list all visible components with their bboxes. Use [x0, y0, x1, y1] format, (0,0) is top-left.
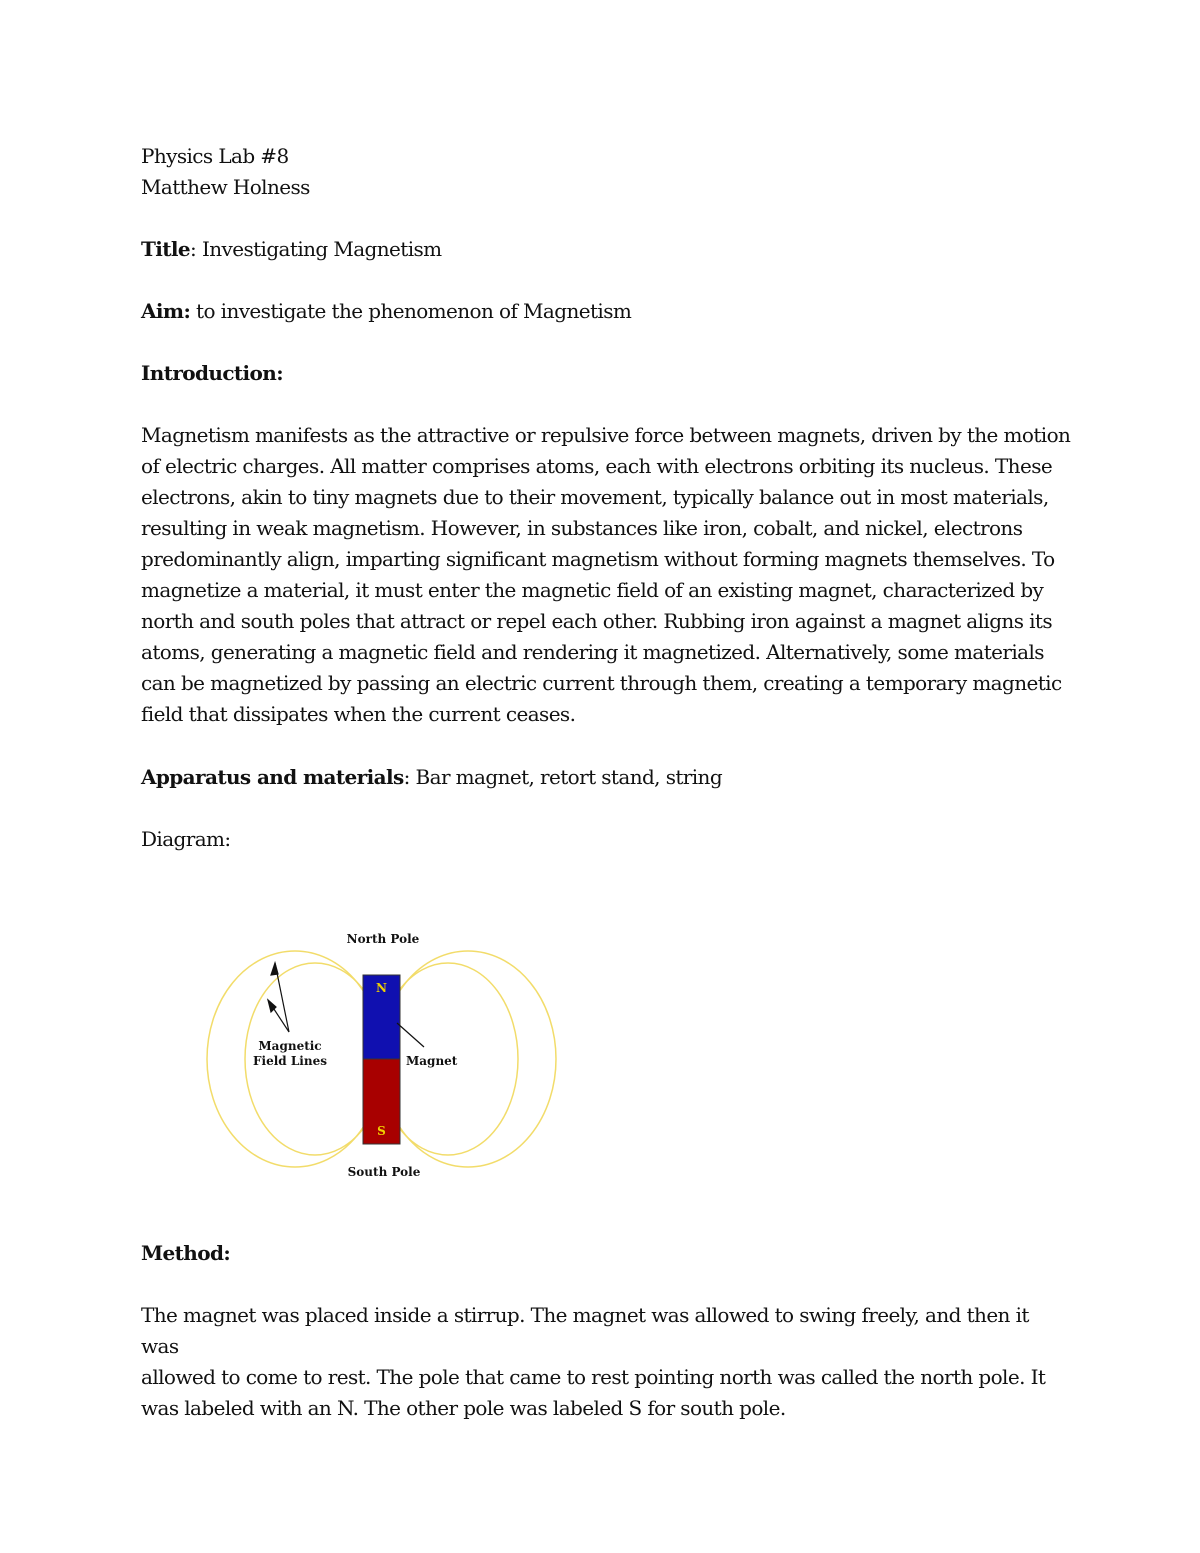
- north-letter: N: [376, 981, 387, 995]
- method-heading: Method:: [141, 1241, 231, 1265]
- paragraph-line: of electric charges. All matter comprises atoms, each with electrons orbiting its nucleus. These: [141, 454, 1053, 478]
- paragraph-line: electrons, akin to tiny magnets due to their movement, typically balance out in most materials,: [141, 485, 1049, 509]
- pointer-line: [397, 1023, 424, 1047]
- paragraph-line: can be magnetized by passing an electric current through them, creating a temporary magnetic: [141, 671, 1062, 695]
- apparatus-value: : Bar magnet, retort stand, string: [403, 765, 723, 789]
- apparatus-line: [141, 762, 1071, 793]
- title-line: [141, 234, 1071, 265]
- author-name: Matthew Holness: [141, 175, 310, 199]
- arrowhead: [271, 963, 278, 975]
- paragraph-line: was labeled with an N. The other pole was labeled S for south pole.: [141, 1396, 786, 1420]
- diagram-label: Diagram:: [141, 827, 231, 851]
- introduction-heading: Introduction:: [141, 361, 284, 385]
- paragraph-line: The magnet was placed inside a stirrup. The magnet was allowed to swing freely, and then it was: [141, 1303, 1029, 1358]
- title-value: : Investigating Magnetism: [190, 237, 442, 261]
- introduction-paragraph: [141, 420, 1071, 730]
- paragraph-line: atoms, generating a magnetic field and rendering it magnetized. Alternatively, some materials: [141, 640, 1044, 664]
- paragraph-line: field that dissipates when the current ceases.: [141, 702, 576, 726]
- south-pole-label: South Pole: [347, 1165, 421, 1179]
- field-lines-label-line1: Magnetic: [258, 1039, 322, 1053]
- paragraph-line: resulting in weak magnetism. However, in substances like iron, cobalt, and nickel, electrons: [141, 516, 1023, 540]
- paragraph-line: Magnetism manifests as the attractive or repulsive force between magnets, driven by the motion: [141, 423, 1071, 447]
- south-letter: S: [377, 1124, 386, 1138]
- paragraph-line: magnetize a material, it must enter the magnetic field of an existing magnet, characterized by: [141, 578, 1044, 602]
- apparatus-label: Apparatus and materials: [141, 765, 404, 789]
- paragraph-line: predominantly align, imparting significant magnetism without forming magnets themselves. To: [141, 547, 1055, 571]
- aim-line: [141, 296, 1071, 327]
- paragraph-line: allowed to come to rest. The pole that came to rest pointing north was called the north pole. It: [141, 1365, 1046, 1389]
- label-pointers: [268, 963, 424, 1047]
- paragraph-line: north and south poles that attract or repel each other. Rubbing iron against a magnet aligns its: [141, 609, 1053, 633]
- aim-label: Aim:: [141, 299, 191, 323]
- magnet-field-diagram: [200, 925, 570, 1185]
- method-paragraph: [141, 1300, 1071, 1424]
- magnet-label: Magnet: [406, 1054, 458, 1068]
- north-pole-label: North Pole: [346, 932, 420, 946]
- aim-value: to investigate the phenomenon of Magnetism: [190, 299, 632, 323]
- field-lines-label-line2: Field Lines: [253, 1054, 327, 1068]
- title-label: Title: [141, 237, 191, 261]
- lab-number: Physics Lab #8: [141, 144, 289, 168]
